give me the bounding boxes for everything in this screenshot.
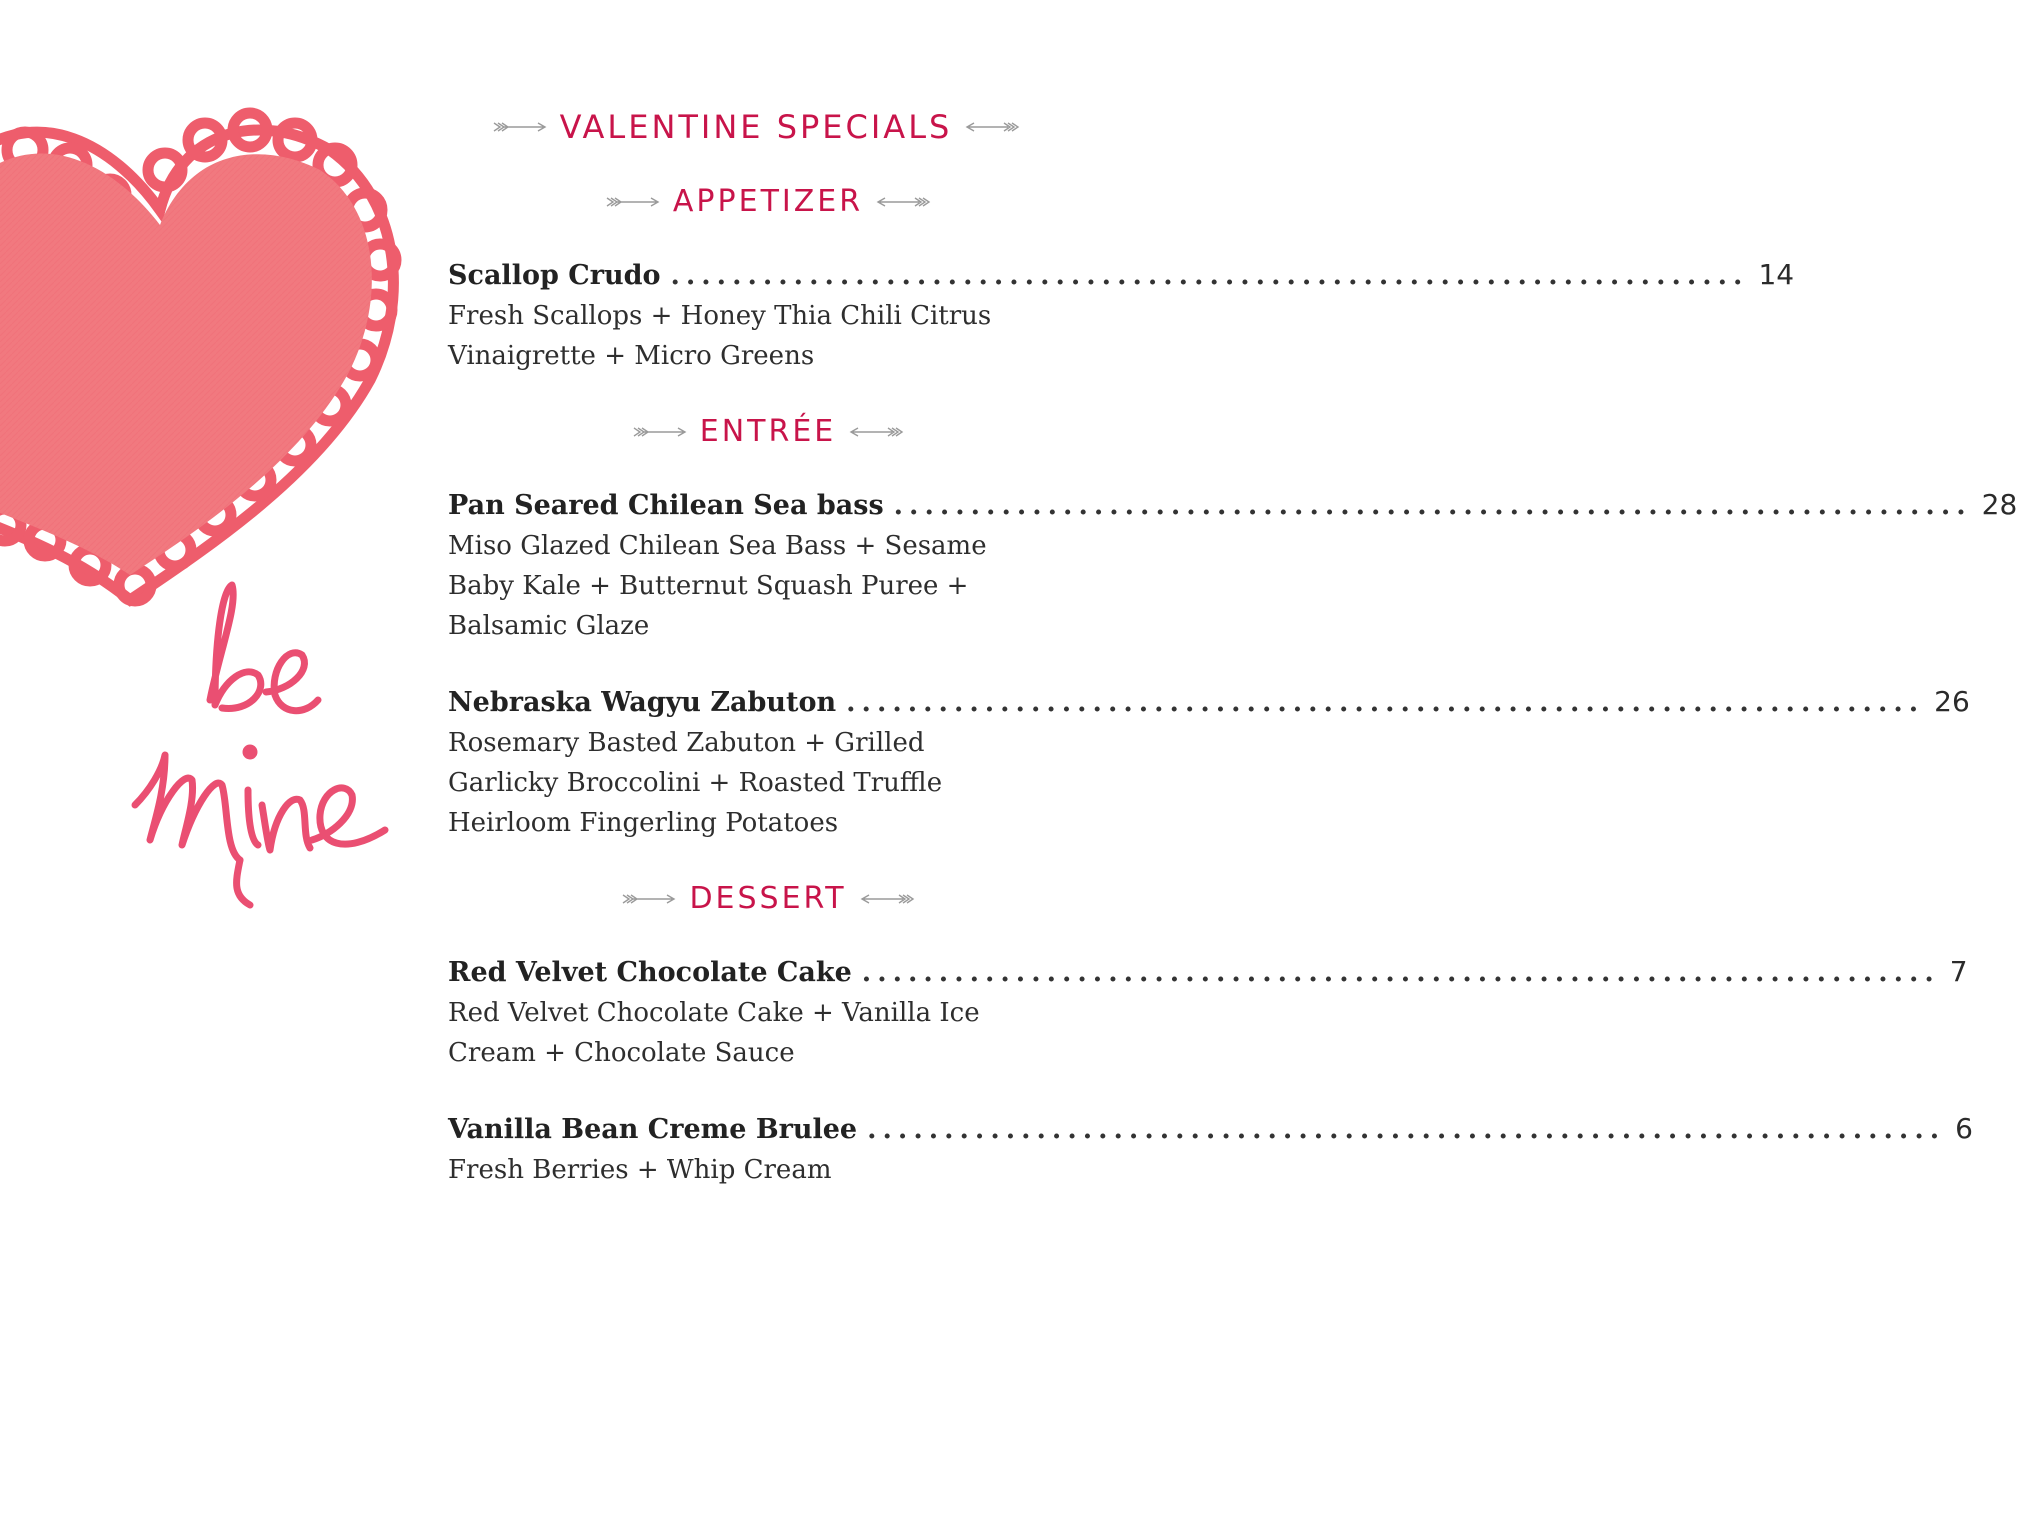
- item-price: 14: [1758, 258, 1795, 291]
- item-description: Miso Glazed Chilean Sea Bass + Sesame: [448, 531, 987, 561]
- item-description: Cream + Chocolate Sauce: [448, 1038, 795, 1068]
- menu-title: [424, 108, 1088, 146]
- item-description: Red Velvet Chocolate Cake + Vanilla Ice: [448, 998, 980, 1028]
- item-description: Rosemary Basted Zabuton + Grilled: [448, 728, 925, 758]
- menu-item: [448, 952, 1968, 1073]
- arrow-right-icon: [632, 426, 688, 438]
- menu-item: [448, 1109, 1973, 1190]
- item-name: Nebraska Wagyu Zabuton: [448, 687, 837, 718]
- heart-shape: [0, 154, 372, 575]
- item-name: Pan Seared Chilean Sea bass: [448, 490, 884, 521]
- item-price: 6: [1955, 1112, 1973, 1145]
- arrow-left-icon: [875, 196, 931, 208]
- item-description: Heirloom Fingerling Potatoes: [448, 808, 839, 838]
- item-price: 26: [1934, 685, 1970, 718]
- menu-item: [448, 682, 1970, 843]
- arrow-left-icon: [848, 426, 904, 438]
- menu: [448, 108, 2017, 1190]
- section-heading-appetizer: [448, 184, 1088, 219]
- arrow-right-icon: [605, 196, 661, 208]
- dot-leader: ......................................................................: [861, 957, 1940, 988]
- item-price: 7: [1949, 955, 1968, 988]
- item-name: Red Velvet Chocolate Cake: [448, 957, 852, 988]
- arrow-left-icon: [859, 893, 915, 905]
- section-heading-entree: [448, 414, 1088, 449]
- dot-leader: ......................................................................: [670, 260, 1749, 291]
- section-heading-dessert: [448, 881, 1088, 916]
- dot-leader: ......................................................................: [893, 490, 1972, 521]
- menu-title-text: VALENTINE SPECIALS: [559, 108, 953, 146]
- menu-item: [448, 255, 1795, 376]
- arrow-right-icon: [492, 121, 548, 133]
- section-title: DESSERT: [689, 881, 847, 916]
- item-name: Scallop Crudo: [448, 260, 661, 291]
- item-price: 28: [1981, 488, 2017, 521]
- item-description: Fresh Berries + Whip Cream: [448, 1155, 832, 1185]
- section-title: APPETIZER: [672, 184, 864, 219]
- item-description: Fresh Scallops + Honey Thia Chili Citrus: [448, 301, 992, 331]
- item-description: Balsamic Glaze: [448, 611, 650, 641]
- be-mine-script: [135, 585, 385, 905]
- item-name: Vanilla Bean Creme Brulee: [448, 1114, 858, 1145]
- section-title: ENTRÉE: [699, 414, 837, 449]
- dot-leader: ......................................................................: [846, 687, 1925, 718]
- menu-item: [448, 485, 2017, 646]
- item-description: Baby Kale + Butternut Squash Puree +: [448, 571, 969, 601]
- be-mine-heart-illustration: [0, 0, 420, 940]
- arrow-left-icon: [964, 121, 1020, 133]
- item-description: Garlicky Broccolini + Roasted Truffle: [448, 768, 943, 798]
- item-description: Vinaigrette + Micro Greens: [448, 341, 815, 371]
- dot-leader: ......................................................................: [867, 1114, 1946, 1145]
- arrow-right-icon: [621, 893, 677, 905]
